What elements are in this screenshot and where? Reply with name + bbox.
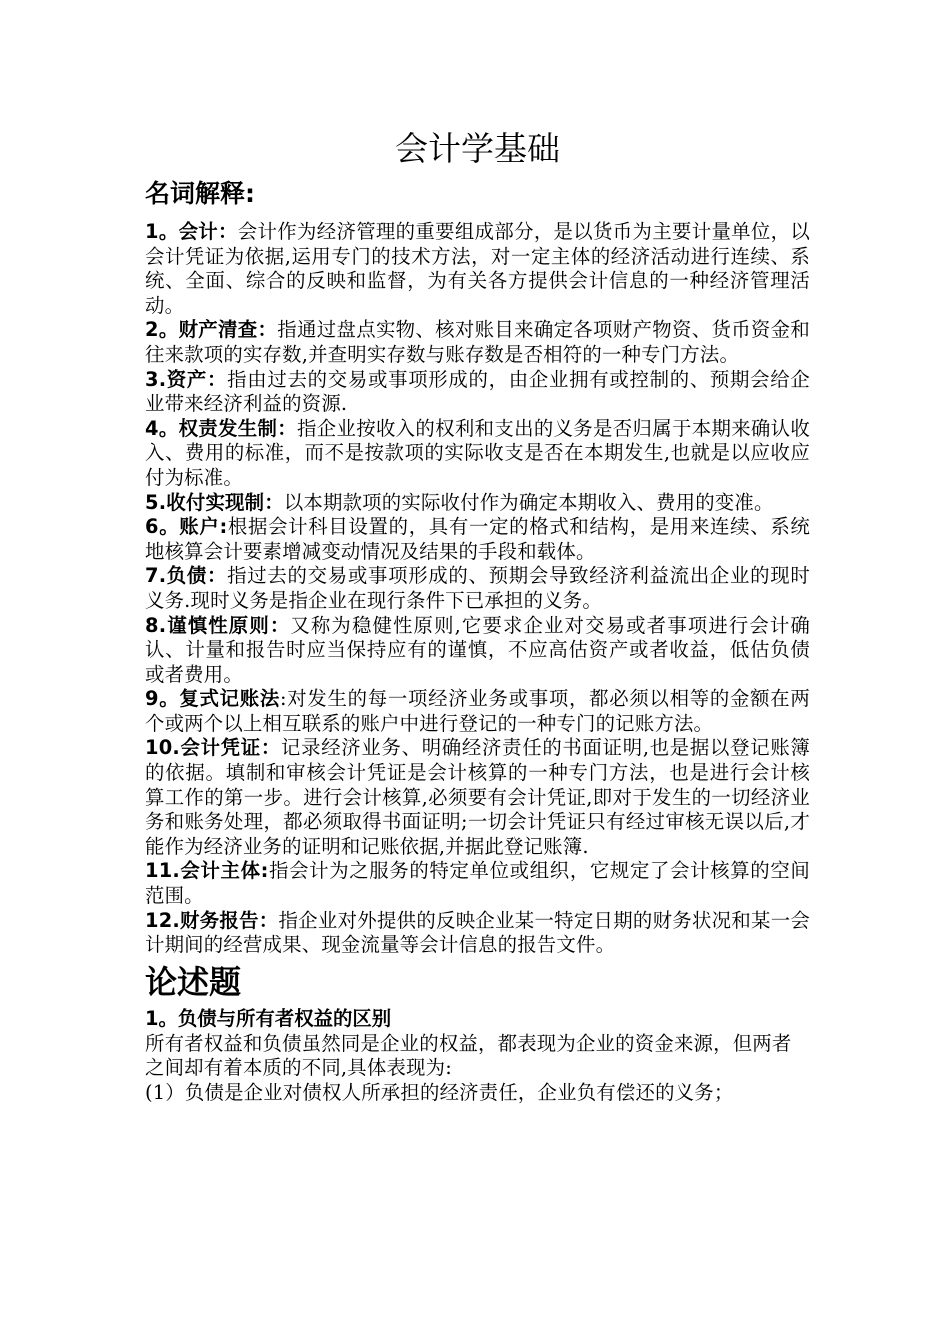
essay-question-heading: 1。负债与所有者权益的区别 bbox=[145, 1006, 392, 1030]
document-page bbox=[145, 124, 810, 1106]
glossary-term: 10.会计凭证： bbox=[145, 736, 281, 760]
glossary-term: 4。权责发生制： bbox=[145, 416, 297, 440]
glossary-entry bbox=[145, 491, 810, 516]
glossary-term: 11.会计主体: bbox=[145, 859, 269, 883]
glossary-definition: 指通过盘点实物、核对账目来确定各项财产物资、货币资金和往来款项的实存数,并查明实存数与账存数是否相符的一种专门方法。 bbox=[145, 318, 810, 366]
glossary-entry bbox=[145, 368, 810, 417]
glossary-entry bbox=[145, 515, 810, 564]
glossary-term: 12.财务报告： bbox=[145, 908, 279, 932]
section-heading-glossary: 名词解释: bbox=[145, 179, 255, 208]
glossary-entry bbox=[145, 564, 810, 613]
glossary-term: 1。会计： bbox=[145, 220, 238, 243]
glossary-definition: 会计作为经济管理的重要组成部分，是以货币为主要计量单位，以会计凭证为依据,运用专门的技术方法，对一定主体的经济活动进行连续、系统、全面、综合的反映和监督，为有关各方提供会计信息的一种经济管理活动。 bbox=[145, 220, 810, 317]
section-heading-essay: 论述题 bbox=[145, 962, 242, 1001]
glossary-definition: 指企业对外提供的反映企业某一特定日期的财务状况和某一会计期间的经营成果、现金流量等会计信息的报告文件。 bbox=[145, 908, 810, 957]
glossary-term: 8.谨慎性原则： bbox=[145, 613, 291, 637]
glossary-term: 9。复式记账法 bbox=[145, 687, 280, 711]
glossary-entry bbox=[145, 859, 810, 908]
essay-paragraph: 所有者权益和负债虽然同是企业的权益，都表现为企业的资金来源，但两者之间却有着本质的不同,具体表现为: bbox=[145, 1031, 792, 1080]
glossary-definition: 根据会计科目设置的，具有一定的格式和结构，是用来连续、系统地核算会计要素增减变动情况及结果的手段和载体。 bbox=[145, 515, 810, 563]
glossary-entry bbox=[145, 687, 810, 736]
glossary-definition: 记录经济业务、明确经济责任的书面证明,也是据以登记账簿的依据。填制和审核会计凭证是会计核算的一种专门方法，也是进行会计核算工作的第一步。进行会计核算,必须要有会计凭证,即对于发生的一切经济业务和账务处理，都必须取得书面证明;一切会计凭证只有经过审核无误以后,才能作为经济业务的证明和记账依据,并据此登记账簿. bbox=[145, 736, 811, 858]
glossary-definition: 指由过去的交易或事项形成的，由企业拥有或控制的、预期会给企业带来经济利益的资源. bbox=[145, 367, 810, 416]
glossary-entry bbox=[145, 736, 810, 859]
glossary-definition: :对发生的每一项经济业务或事项，都必须以相等的金额在两个或两个以上相互联系的账户中进行登记的一种专门的记账方法。 bbox=[145, 687, 810, 735]
essay-paragraph: (1）负债是企业对债权人所承担的经济责任，企业负有偿还的义务； bbox=[145, 1081, 734, 1104]
glossary-definition: 指企业按收入的权利和支出的义务是否归属于本期来确认收入、费用的标准，而不是按款项的实际收支是否在本期发生,也就是以应收应付为标准。 bbox=[145, 416, 811, 489]
glossary-term: 7.负债： bbox=[145, 564, 228, 588]
glossary-term: 6。账户: bbox=[145, 515, 228, 539]
glossary-term: 5.收付实现制： bbox=[145, 490, 284, 514]
document-title: 会计学基础 bbox=[395, 129, 560, 168]
glossary-list bbox=[145, 220, 810, 958]
glossary-definition: 又称为稳健性原则,它要求企业对交易或者事项进行会计确认、计量和报告时应当保持应有的谨慎，不应高估资产或者收益，低估负债或者费用。 bbox=[145, 613, 810, 686]
glossary-entry bbox=[145, 220, 810, 318]
glossary-definition: 以本期款项的实际收付作为确定本期收入、费用的变准。 bbox=[283, 490, 774, 514]
glossary-entry bbox=[145, 614, 810, 688]
glossary-term: 2。财产清查： bbox=[145, 318, 278, 342]
glossary-entry bbox=[145, 909, 810, 958]
glossary-definition: 指会计为之服务的特定单位或组织，它规定了会计核算的空间范围。 bbox=[145, 859, 810, 908]
glossary-definition: 指过去的交易或事项形成的、预期会导致经济利益流出企业的现时义务.现时义务是指企业在现行条件下已承担的义务。 bbox=[145, 564, 810, 612]
glossary-entry bbox=[145, 318, 810, 367]
glossary-entry bbox=[145, 417, 810, 491]
glossary-term: 3.资产： bbox=[145, 367, 228, 391]
